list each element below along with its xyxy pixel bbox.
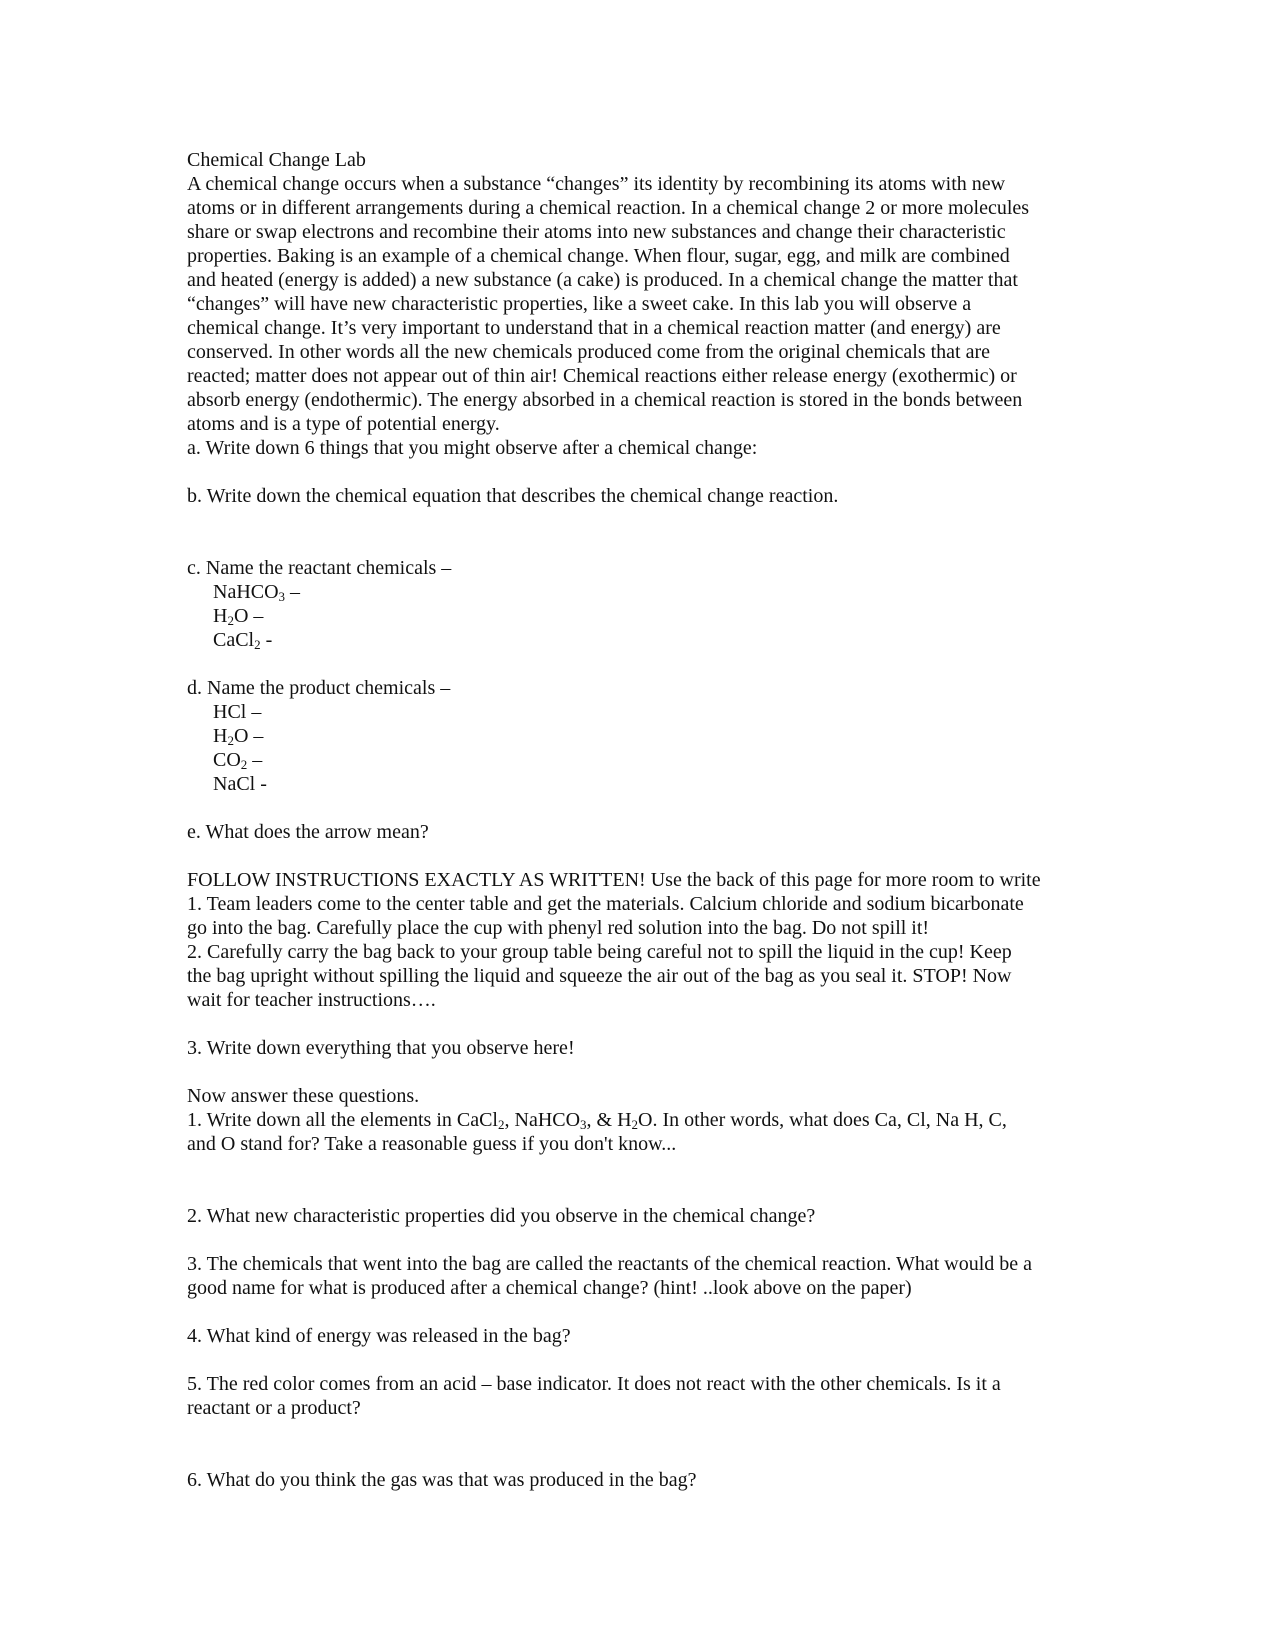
question-1-line: and O stand for? Take a reasonable guess if you don't know...: [187, 1133, 677, 1155]
instructions-line: FOLLOW INSTRUCTIONS EXACTLY AS WRITTEN! Use the back of this page for more room to write: [187, 869, 1041, 891]
intro-line: reacted; matter does not appear out of thin air! Chemical reactions either release energy (exothermic) or: [187, 365, 1017, 387]
intro-line: atoms or in different arrangements during a chemical reaction. In a chemical change 2 or more molecules: [187, 197, 1030, 219]
question-4: 4. What kind of energy was released in the bag?: [187, 1325, 571, 1347]
question-b: b. Write down the chemical equation that describes the chemical change reaction.: [187, 485, 839, 507]
intro-line: properties. Baking is an example of a chemical change. When flour, sugar, egg, and milk are combined: [187, 245, 1010, 267]
reactant-h2o: $H_2O$ –: [213, 605, 264, 628]
instructions-line: the bag upright without spilling the liquid and squeeze the air out of the bag as you seal it. STOP! Now: [187, 965, 1012, 987]
question-d-label: d. Name the product chemicals –: [187, 677, 451, 699]
question-3: [187, 1252, 1097, 1300]
question-3-line: 3. The chemicals that went into the bag are called the reactants of the chemical reaction. What would be a: [187, 1253, 1033, 1275]
question-a: a. Write down 6 things that you might observe after a chemical change:: [187, 437, 758, 459]
intro-line: “changes” will have new characteristic properties, like a sweet cake. In this lab you will observe a: [187, 293, 972, 315]
question-d: [187, 676, 1097, 796]
question-c: [187, 556, 1097, 652]
intro-line: absorb energy (endothermic). The energy absorbed in a chemical reaction is stored in the bonds between: [187, 389, 1023, 411]
question-1-line: 1. Write down all the elements in CaCl$_2$, NaHCO$_3$, & $H_2O$. In other words, what does Ca, Cl, Na H, C,: [187, 1109, 1007, 1132]
instructions-line: go into the bag. Carefully place the cup with phenyl red solution into the bag. Do not spill it!: [187, 917, 930, 939]
worksheet-content: [187, 148, 1097, 1492]
question-3-line: good name for what is produced after a chemical change? (hint! ..look above on the paper): [187, 1277, 912, 1299]
intro-line: share or swap electrons and recombine their atoms into new substances and change their characteristic: [187, 221, 1006, 243]
intro-paragraph: [187, 172, 1097, 436]
reactant-nahco3: NaHCO$_3$ –: [213, 581, 301, 604]
instructions-line: wait for teacher instructions….: [187, 989, 436, 1011]
product-hcl: HCl –: [213, 701, 262, 723]
question-e: e. What does the arrow mean?: [187, 821, 429, 843]
instructions: [187, 868, 1097, 1012]
question-6: 6. What do you think the gas was that was produced in the bag?: [187, 1469, 697, 1491]
question-1: [187, 1108, 1097, 1156]
reactant-cacl2: CaCl$_2$ -: [213, 629, 273, 652]
question-5-line: 5. The red color comes from an acid – base indicator. It does not react with the other chemicals. Is it a: [187, 1373, 1001, 1395]
step-3: 3. Write down everything that you observe here!: [187, 1037, 575, 1059]
instructions-line: 1. Team leaders come to the center table and get the materials. Calcium chloride and sodium bicarbonate: [187, 893, 1024, 915]
intro-line: A chemical change occurs when a substance “changes” its identity by recombining its atoms with new: [187, 173, 1006, 195]
page-title: Chemical Change Lab: [187, 149, 366, 171]
question-5: [187, 1372, 1097, 1420]
instructions-line: 2. Carefully carry the bag back to your group table being careful not to spill the liquid in the cup! Keep: [187, 941, 1012, 963]
question-2: 2. What new characteristic properties did you observe in the chemical change?: [187, 1205, 816, 1227]
product-h2o: $H_2O$ –: [213, 725, 264, 748]
intro-line: atoms and is a type of potential energy.: [187, 413, 500, 435]
intro-line: conserved. In other words all the new chemicals produced come from the original chemicals that are: [187, 341, 991, 363]
product-nacl: NaCl -: [213, 773, 267, 795]
question-c-label: c. Name the reactant chemicals –: [187, 557, 452, 579]
intro-line: chemical change. It’s very important to understand that in a chemical reaction matter (and energy) are: [187, 317, 1001, 339]
intro-line: and heated (energy is added) a new substance (a cake) is produced. In a chemical change the matter that: [187, 269, 1018, 291]
product-co2: $CO_2$ –: [213, 749, 263, 772]
question-5-line: reactant or a product?: [187, 1397, 361, 1419]
questions-heading: Now answer these questions.: [187, 1085, 420, 1107]
